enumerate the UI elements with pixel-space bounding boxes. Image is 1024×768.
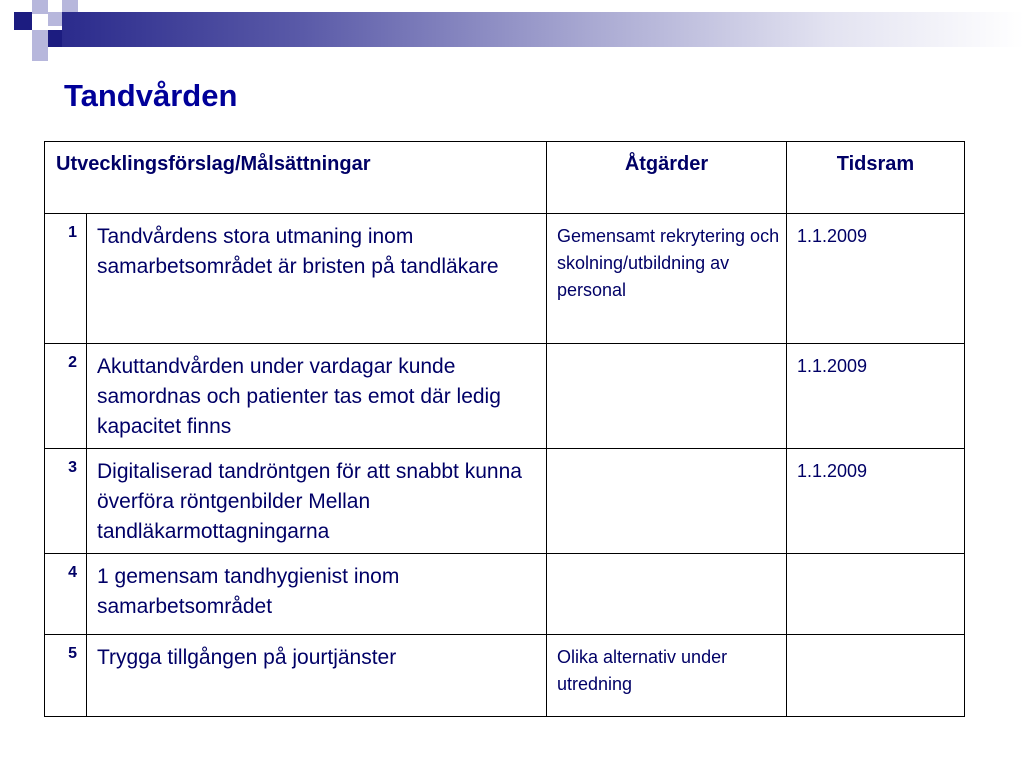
header-actions: Åtgärder [547, 142, 787, 214]
goal-cell: Tandvårdens stora utmaning inom samarbetsområdet är bristen på tandläkare [87, 214, 547, 344]
row-number: 1 [45, 214, 87, 344]
timeframe-cell: 1.1.2009 [787, 214, 965, 344]
decorative-square [32, 0, 48, 14]
row-number: 2 [45, 344, 87, 449]
row-number: 5 [45, 635, 87, 717]
decorative-square [14, 12, 32, 30]
row-number: 3 [45, 449, 87, 554]
decorative-square [32, 30, 48, 47]
timeframe-cell [787, 635, 965, 717]
header-gradient-band [62, 12, 1024, 47]
goal-cell: Digitaliserad tandröntgen för att snabbt kunna överföra röntgenbilder Mellan tandläkarmottagningarna [87, 449, 547, 554]
goal-cell: Akuttandvården under vardagar kunde samordnas och patienter tas emot där ledig kapacitet finns [87, 344, 547, 449]
goals-table [44, 141, 965, 717]
table-row [45, 214, 965, 344]
decorative-square [48, 12, 62, 26]
row-number: 4 [45, 554, 87, 635]
goal-cell: 1 gemensam tandhygienist inom samarbetsområdet [87, 554, 547, 635]
goal-cell: Trygga tillgången på jourtjänster [87, 635, 547, 717]
timeframe-cell: 1.1.2009 [787, 344, 965, 449]
decorative-square [48, 30, 62, 47]
table-row [45, 635, 965, 717]
timeframe-cell: 1.1.2009 [787, 449, 965, 554]
action-cell [547, 449, 787, 554]
timeframe-cell [787, 554, 965, 635]
decorative-square [32, 47, 48, 61]
action-cell: Gemensamt rekrytering och skolning/utbildning av personal [547, 214, 787, 344]
action-cell [547, 554, 787, 635]
decorative-square [62, 0, 78, 12]
header-goals: Utvecklingsförslag/Målsättningar [45, 142, 547, 214]
header-timeframe: Tidsram [787, 142, 965, 214]
table-row [45, 449, 965, 554]
table-header-row [45, 142, 965, 214]
table-row [45, 554, 965, 635]
action-cell: Olika alternativ under utredning [547, 635, 787, 717]
page-title: Tandvården [64, 78, 238, 113]
table-row [45, 344, 965, 449]
action-cell [547, 344, 787, 449]
